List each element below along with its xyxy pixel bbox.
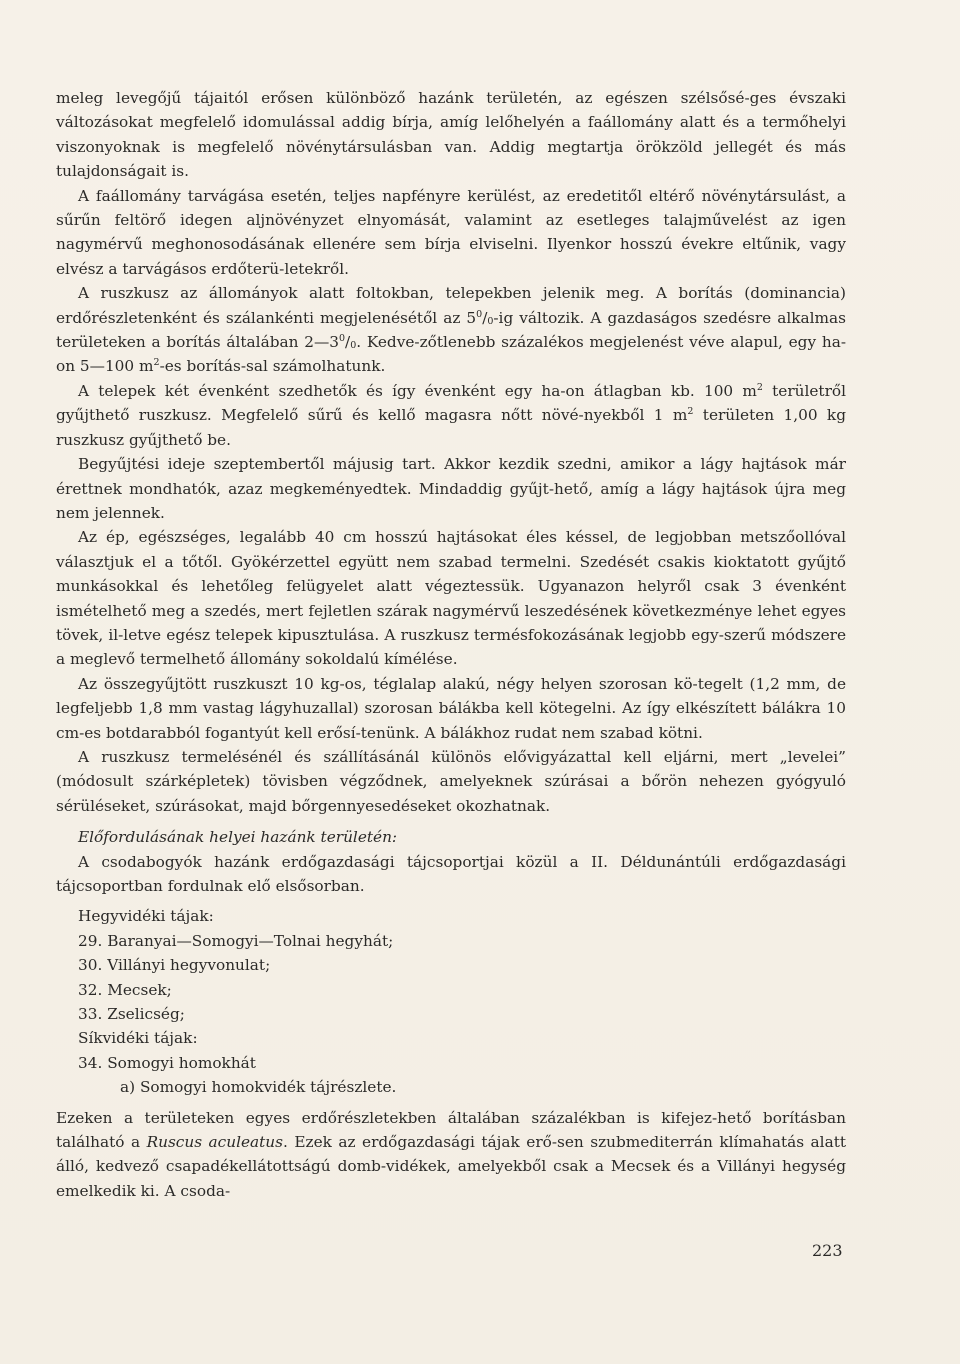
hegyvideki-label: Hegyvidéki tájak:	[78, 907, 214, 926]
text-span: Ezeken a területeken egyes erdőrészletekben általában százalékban is kifejez-hető borításban található a	[56, 1108, 846, 1152]
text-span: A telepek két évenként szedhetők és így évenként egy ha-on átlagban kb. 100 m	[78, 381, 757, 400]
text-span: . Kedve-zőtlenebb százalékos megjelenést véve alapul, egy ha-on 5—100 m	[56, 333, 846, 376]
text-span: területről gyűjthető ruszkusz. Megfelelő sűrű és kellő magasra nőtt növé-nyekből 1 m	[56, 381, 846, 425]
paragraph-10	[56, 1106, 846, 1204]
paragraph-6: Az ép, egészséges, legalább 40 cm hosszú hajtásokat éles késsel, de legjobban metszőollóval választjuk el a tőtől. Gyökérzettel együtt nem szabad termelni. Szedését csakis kioktatott gyűjtő munkásokkal és lehetőleg felügyelet alatt végeztessük. Ugyanazon helyről csak 3 évenként ismételhető meg a szedés, mert fejletlen szárak nagymérvű leszedésének következménye lehet egyes tövek, il-letve egész telepek kipusztulása. A ruszkusz termésfokozásának legjobb egy-szerű módszere a meglevő termelhető állomány sokoldalú kímélése.	[56, 528, 846, 669]
text-span: . Ezek az erdőgazdasági tájak erő-sen szubmediterrán klímahatás alatt álló, kedvező csapadékellátottságú domb-vidékek, amelyekből csak a Mecsek és a Villányi hegység emelkedik ki. A csoda-	[56, 1133, 846, 1200]
text-span: -ig változik. A gazdaságos szedésre alkalmas területeken a borítás általában 2—3	[56, 308, 846, 352]
list-item: 29. Baranyai—Somogyi—Tolnai hegyhát;	[78, 931, 394, 950]
paragraph-1: meleg levegőjű tájaitól erősen különböző hazánk területén, az egészen szélsősé-ges évszaki változásokat megfelelő idomulással addig bírja, amíg lelőhelyén a faállomány alatt és a termőhelyi viszonyoknak is megfelelő növénytársulásban van. Addig megtartja örökzöld jellegét és más tulajdonságait is.	[56, 89, 846, 181]
text-span: /	[345, 333, 351, 352]
subscript: 0	[350, 340, 357, 352]
text-span: A ruszkusz az állományok alatt foltokban, telepekben jelenik meg. A borítás (dominancia) erdőrészletenként és szálankénti megjelenésétől az 5	[56, 284, 846, 327]
list-item: 34. Somogyi homokhát	[78, 1053, 256, 1072]
paragraph-5: Begyűjtési ideje szeptembertől májusig tart. Akkor kezdik szedni, amikor a lágy hajtások már érettnek mondhatók, azaz megkeményedtek. Mindaddig gyűjt-hető, amíg a lágy hajtások újra meg nem jelennek.	[56, 455, 846, 522]
paragraph-8: A ruszkusz termelésénél és szállításánál különös elővigyázattal kell eljárni, mert „levelei” (módosult szárképletek) tövisben végződnek, amelyeknek szúrásai a bőrön nehezen gyógyuló sérüléseket, szúrásokat, majd bőrgennyesedéseket okozhatnak.	[56, 747, 846, 815]
superscript: 2	[756, 381, 763, 393]
superscript: 0	[338, 333, 346, 345]
paragraph-9: A csodabogyók hazánk erdőgazdasági tájcsoportjai közül a II. Déldunántúli erdőgazdasági tájcsoportban fordulnak elő elsősorban.	[56, 852, 846, 895]
paragraph-4	[56, 379, 846, 452]
list-item: 32. Mecsek;	[78, 980, 172, 999]
paragraph-7: Az összegyűjtött ruszkuszt 10 kg-os, téglalap alakú, négy helyen szorosan kö-tegelt (1,2 mm, de legfeljebb 1,8 mm vastag lágyhuzallal) szorosan bálákba kell kötegelni. Az így elkészített bálákra 10 cm-es botdarabból fogantyút kell erősí-tenünk. A bálákhoz rudat nem szabad kötni.	[56, 674, 846, 742]
list-item: 30. Villányi hegyvonulat;	[78, 956, 271, 975]
superscript: 2	[153, 357, 160, 369]
paragraph-3	[56, 281, 846, 379]
superscript: 0	[476, 308, 483, 320]
body-text	[56, 86, 846, 1203]
text-span: -es borítás-sal számolhatunk.	[159, 357, 386, 376]
paragraph-2: A faállomány tarvágása esetén, teljes napfényre kerülést, az eredetitől eltérő növénytársulást, a sűrűn feltörő idegen aljnövényzet elnyomását, valamint az esetleges talajművelést az igen nagymérvű meghonosodásának ellenére sem bírja elviselni. Ilyenkor hosszú évekre eltűnik, vagy elvész a tarvágásos erdőterü-letekről.	[56, 186, 846, 278]
list-item: 33. Zselicség;	[78, 1005, 185, 1024]
text-span: területen 1,00 kg ruszkusz gyűjthető be.	[56, 406, 846, 449]
sikvideki-label: Síkvidéki tájak:	[78, 1029, 198, 1048]
section-heading: Előfordulásának helyei hazánk területén:	[78, 828, 398, 847]
superscript: 2	[687, 406, 694, 418]
text-span: /	[482, 308, 488, 327]
page-number: 223	[812, 1241, 843, 1260]
species-name: Ruscus aculeatus	[146, 1133, 283, 1152]
list-subitem: a) Somogyi homokvidék tájrészlete.	[120, 1078, 397, 1097]
subscript: 0	[487, 315, 494, 327]
